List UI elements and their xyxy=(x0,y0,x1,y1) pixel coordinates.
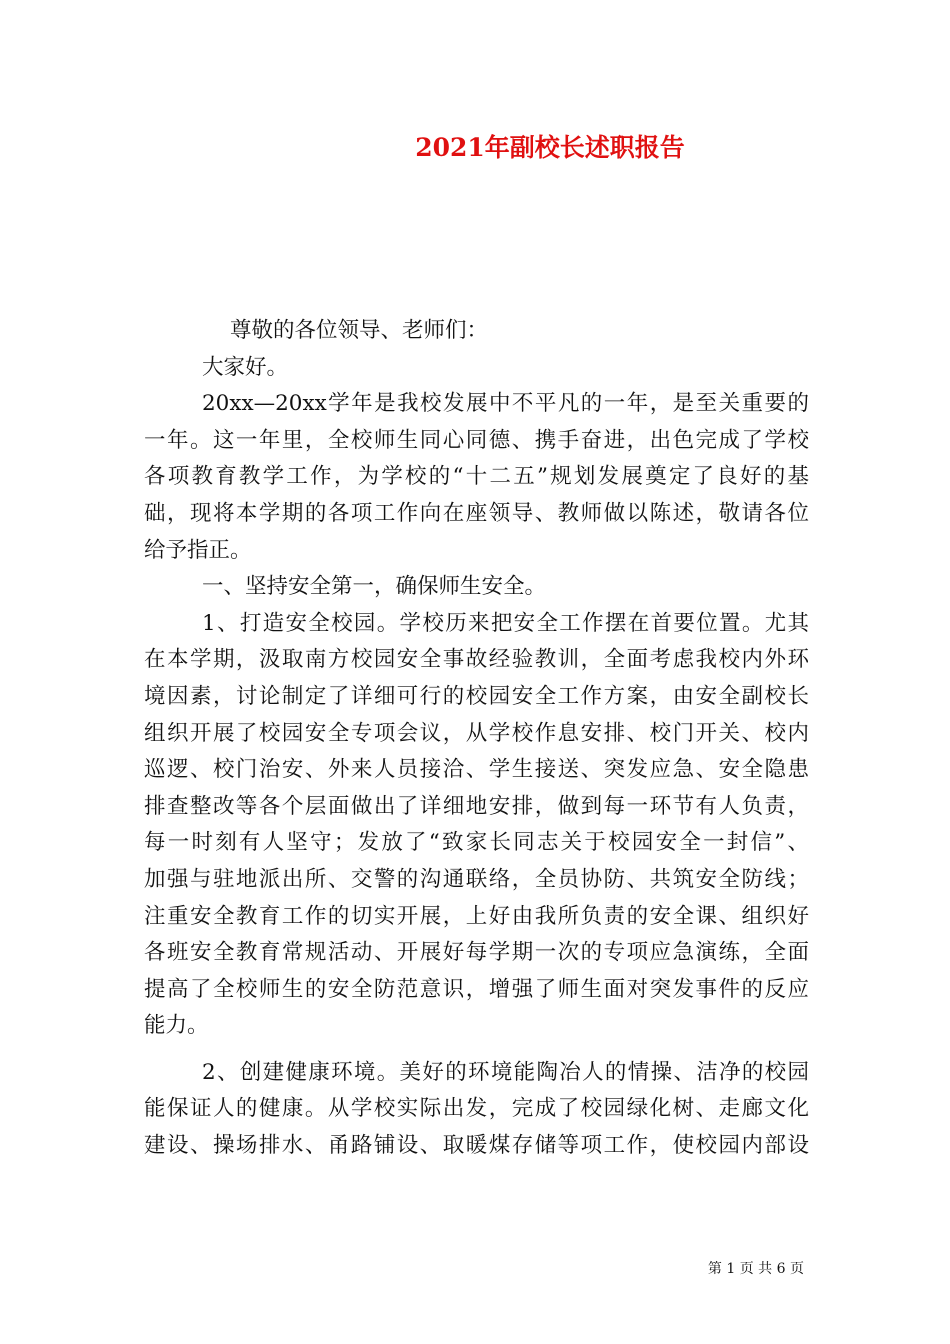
paragraph-line: 每一时刻有人坚守；发放了“致家长同志关于校园安全一封信”、 xyxy=(144,830,809,856)
greeting-line: 大家好。 xyxy=(202,354,289,380)
paragraph-line: 能保证人的健康。从学校实际出发，完成了校园绿化树、走廊文化 xyxy=(144,1096,809,1122)
salutation-line: 尊敬的各位领导、老师们： xyxy=(230,318,489,343)
paragraph-line: 各班安全教育常规活动、开展好每学期一次的专项应急演练，全面 xyxy=(144,940,809,966)
paragraph-line: 境因素，讨论制定了详细可行的校园安全工作方案，由安全副校长 xyxy=(144,683,809,709)
paragraph-line: 巡逻、校门治安、外来人员接洽、学生接送、突发应急、安全隐患 xyxy=(144,757,809,783)
document-title: 2021年副校长述职报告 xyxy=(415,133,685,162)
paragraph-line: 能力。 xyxy=(144,1013,209,1039)
paragraph-line: 20xx—20xx学年是我校发展中不平凡的一年，是至关重要的 xyxy=(202,391,809,417)
paragraph-line: 各项教育教学工作，为学校的“十二五”规划发展奠定了良好的基 xyxy=(144,464,809,490)
paragraph-line: 加强与驻地派出所、交警的沟通联络，全员协防、共筑安全防线； xyxy=(144,866,809,892)
document-body xyxy=(144,313,809,1165)
paragraph-line: 给予指正。 xyxy=(144,537,252,563)
paragraph-line: 建设、操场排水、甬路铺设、取暖煤存储等项工作，使校园内部设 xyxy=(144,1133,809,1159)
page-indicator: 第 1 页 共 6 页 xyxy=(707,1261,804,1277)
paragraph-line: 在本学期，汲取南方校园安全事故经验教训，全面考虑我校内外环 xyxy=(144,647,809,673)
paragraph-line: 一年。这一年里，全校师生同心同德、携手奋进，出色完成了学校 xyxy=(144,427,809,453)
paragraph-line: 础，现将本学期的各项工作向在座领导、教师做以陈述，敬请各位 xyxy=(144,500,809,526)
paragraph-line: 排查整改等各个层面做出了详细地安排，做到每一环节有人负责， xyxy=(144,793,809,819)
paragraph-line: 注重安全教育工作的切实开展，上好由我所负责的安全课、组织好 xyxy=(144,903,809,929)
paragraph-line: 1、打造安全校园。学校历来把安全工作摆在首要位置。尤其 xyxy=(202,610,809,636)
paragraph-line: 组织开展了校园安全专项会议，从学校作息安排、校门开关、校内 xyxy=(144,720,809,746)
section-heading: 一、坚持安全第一，确保师生安全。 xyxy=(202,574,547,600)
paragraph-line: 2、创建健康环境。美好的环境能陶冶人的情操、洁净的校园 xyxy=(202,1059,809,1085)
paragraph-gap xyxy=(144,1045,809,1055)
paragraph-line: 提高了全校师生的安全防范意识，增强了师生面对突发事件的反应 xyxy=(144,976,809,1002)
